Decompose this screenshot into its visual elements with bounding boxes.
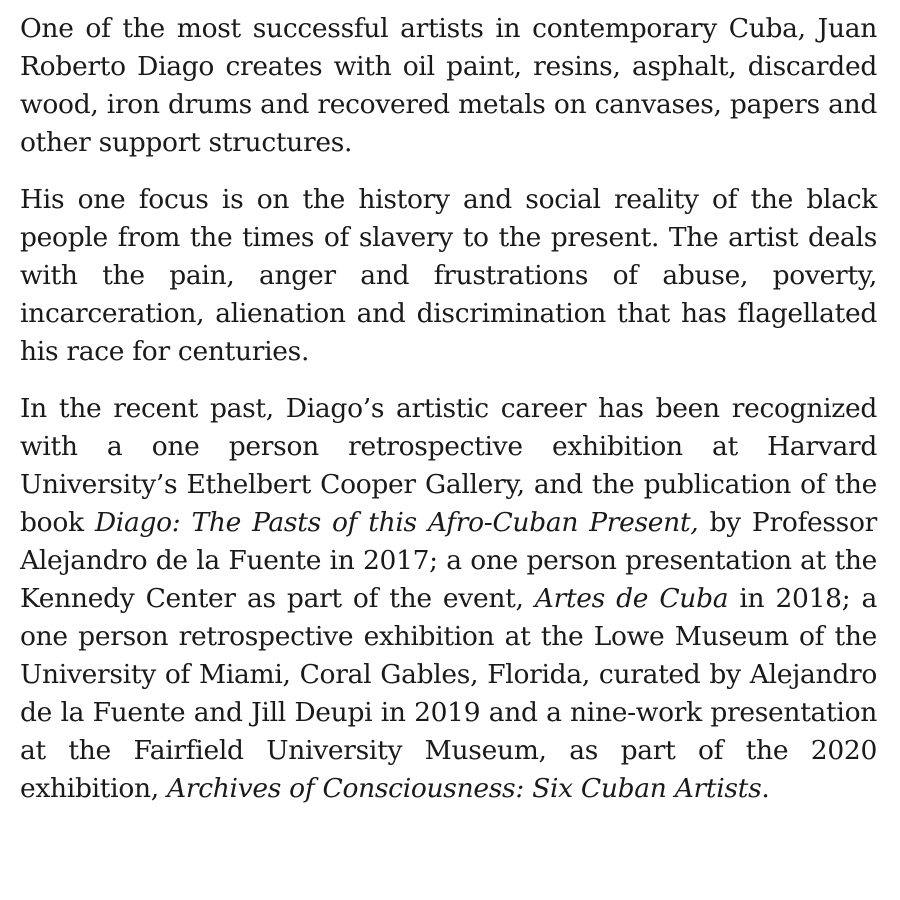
paragraph-career <box>20 390 877 808</box>
event-title: Artes de Cuba <box>534 583 729 614</box>
paragraph-text: One of the most successful artists in contemporary Cuba, Juan Roberto Diago creates with oil paint, resins, asphalt, discarded wood, iron drums and recovered metals on canvases, papers and other support structures. <box>20 13 877 158</box>
exhibition-title: Archives of Consciousness: Six Cuban Artists <box>167 773 762 804</box>
paragraph-text: . <box>761 773 770 804</box>
paragraph-text: in 2018; a one person retrospective exhibition at the Lowe Museum of the University of Miami, Coral Gables, Florida, curated by Alejandro de la Fuente and Jill Deupi in 2019 and a nine-work presentation at the Fairfield University Museum, as part of the 2020 exhibition, <box>20 583 878 804</box>
paragraph-text: by Professor Alejandro de la Fuente in 2017; a one person presentation at the Kennedy Center as part of the event, <box>20 507 877 614</box>
paragraph-focus <box>20 181 877 371</box>
paragraph-text: In the recent past, Diago’s artistic career has been recognized with a one person retrospective exhibition at Harvard University’s Ethelbert Cooper Gallery, and the publication of the book <box>20 393 877 538</box>
paragraph-text: His one focus is on the history and social reality of the black people from the times of slavery to the present. The artist deals with the pain, anger and frustrations of abuse, poverty, incarceration, alienation and discrimination that has flagellated his race for centuries. <box>20 184 877 367</box>
book-title: Diago: The Pasts of this Afro-Cuban Present, <box>94 507 699 538</box>
paragraph-intro <box>20 10 877 162</box>
